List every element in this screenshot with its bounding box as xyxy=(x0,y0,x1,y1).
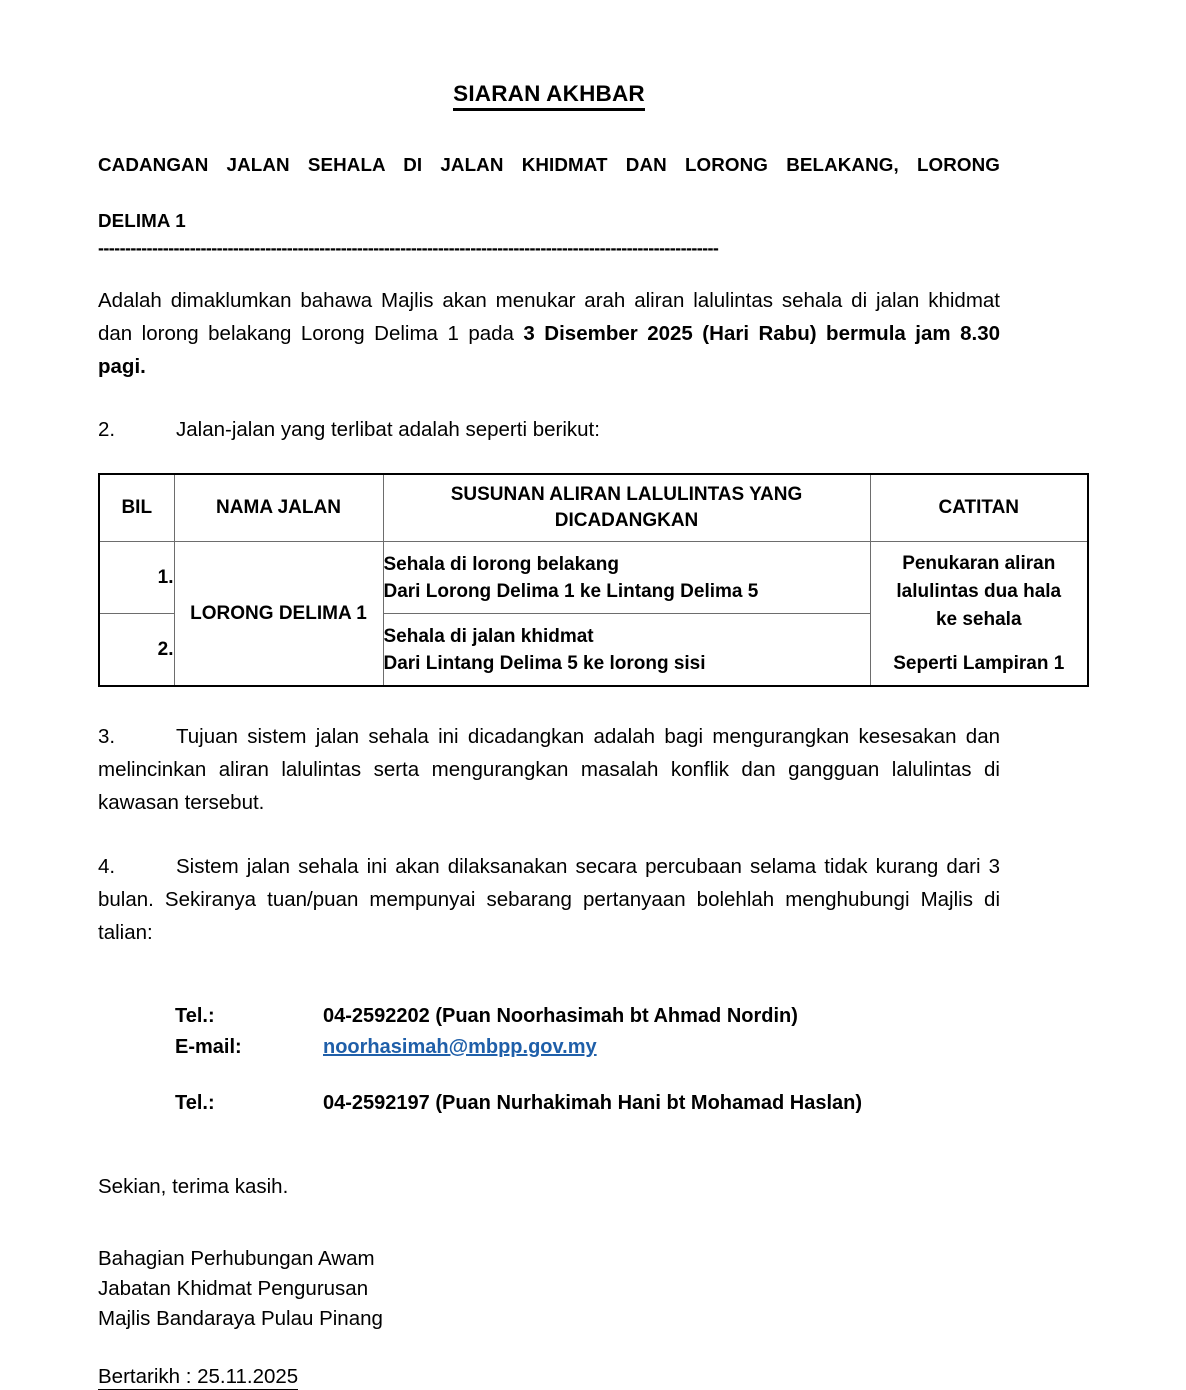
subject-heading xyxy=(98,151,1000,235)
paragraph-3 xyxy=(98,720,1000,819)
paragraph-1-emphasis: 3 Disember 2025 (Hari Rabu) bermula jam 8.30 pagi. xyxy=(98,322,1000,378)
column-header-susunan: SUSUNAN ALIRAN LALULINTAS YANG DICADANGKAN xyxy=(383,474,870,542)
contact-value-tel-1: 04-2592202 (Puan Noorhasimah bt Ahmad Nordin) xyxy=(323,1005,798,1027)
contact-block xyxy=(175,1001,1088,1119)
catitan-line-3: ke sehala xyxy=(935,608,1022,630)
signature-line-1: Bahagian Perhubungan Awam xyxy=(98,1247,375,1270)
paragraph-2-number: 2. xyxy=(98,418,116,441)
paragraph-2 xyxy=(98,413,1000,446)
cell-susunan-1-line-2: Dari Lorong Delima 1 ke Lintang Delima 5 xyxy=(383,580,759,602)
contact-label-email: E-mail: xyxy=(175,1036,242,1058)
horizontal-divider: ------------------------------------------------------------------------------------------------------------------- xyxy=(98,242,719,256)
cell-susunan-2 xyxy=(383,614,870,687)
column-header-nama-jalan: NAMA JALAN xyxy=(174,474,383,542)
paragraph-3-text: Tujuan sistem jalan sehala ini dicadangkan adalah bagi mengurangkan kesesakan dan melincinkan aliran lalulintas serta mengurangkan masalah konflik dan gangguan lalulintas di kawasan tersebut. xyxy=(98,725,1000,814)
contact-row-tel-1 xyxy=(175,1001,1088,1032)
subject-line-1: CADANGAN JALAN SEHALA DI JALAN KHIDMAT DAN LORONG BELAKANG, LORONG xyxy=(98,154,1000,175)
document-content xyxy=(98,0,1088,1389)
paragraph-1-intro: Adalah dimaklumkan bahawa Majlis akan menukar arah aliran lalulintas sehala di jalan khidmat dan lorong belakang Lorong Delima 1 pada xyxy=(98,289,1000,345)
contact-label-tel-1: Tel.: xyxy=(175,1005,215,1027)
page-title xyxy=(98,0,1000,107)
page-title-text: SIARAN AKHBAR xyxy=(453,81,645,111)
cell-susunan-2-line-1: Sehala di jalan khidmat xyxy=(383,625,594,647)
signature-block xyxy=(98,1244,1088,1334)
paragraph-4 xyxy=(98,850,1000,949)
cell-susunan-1 xyxy=(383,542,870,614)
cell-bil-1: 1. xyxy=(99,542,174,614)
paragraph-2-text: Jalan-jalan yang terlibat adalah seperti berikut: xyxy=(176,418,600,441)
paragraph-3-number: 3. xyxy=(98,725,116,748)
contact-value-tel-2: 04-2592197 (Puan Nurhakimah Hani bt Mohamad Haslan) xyxy=(323,1092,863,1114)
closing-text: Sekian, terima kasih. xyxy=(98,1175,289,1198)
traffic-flow-table xyxy=(98,473,1089,687)
column-header-catitan: CATITAN xyxy=(870,474,1088,542)
dated-text: Bertarikh : 25.11.2025 xyxy=(98,1365,299,1388)
column-header-bil: BIL xyxy=(99,474,174,542)
contact-row-tel-2 xyxy=(175,1088,1088,1119)
table-row xyxy=(99,542,1088,614)
contact-value-email xyxy=(323,1032,597,1063)
subject-line-2: DELIMA 1 xyxy=(98,210,186,231)
catitan-line-4: Seperti Lampiran 1 xyxy=(893,652,1065,674)
signature-line-2: Jabatan Khidmat Pengurusan xyxy=(98,1277,369,1300)
catitan-line-2: lalulintas dua hala xyxy=(896,580,1062,602)
paragraph-4-number: 4. xyxy=(98,855,116,878)
paragraph-1 xyxy=(98,284,1000,383)
catitan-line-1: Penukaran aliran xyxy=(902,552,1056,574)
paragraph-4-text: Sistem jalan sehala ini akan dilaksanakan secara percubaan selama tidak kurang dari 3 bulan. Sekiranya tuan/puan mempunyai sebarang pertanyaan bolehlah menghubungi Majlis di talian: xyxy=(98,855,1000,944)
cell-catitan xyxy=(870,542,1088,687)
cell-susunan-2-line-2: Dari Lintang Delima 5 ke lorong sisi xyxy=(383,652,706,674)
contact-label-tel-2: Tel.: xyxy=(175,1092,215,1114)
cell-susunan-1-line-1: Sehala di lorong belakang xyxy=(383,553,619,575)
cell-nama-jalan: LORONG DELIMA 1 xyxy=(174,542,383,687)
traffic-flow-table-wrapper xyxy=(98,473,1088,687)
catitan-spacer xyxy=(871,634,1088,650)
contact-row-email xyxy=(175,1032,1088,1063)
email-link[interactable]: noorhasimah@mbpp.gov.my xyxy=(323,1036,597,1058)
signature-line-3: Majlis Bandaraya Pulau Pinang xyxy=(98,1307,383,1330)
cell-bil-2: 2. xyxy=(99,614,174,687)
table-header-row xyxy=(99,474,1088,542)
dated-line xyxy=(98,1365,1088,1389)
